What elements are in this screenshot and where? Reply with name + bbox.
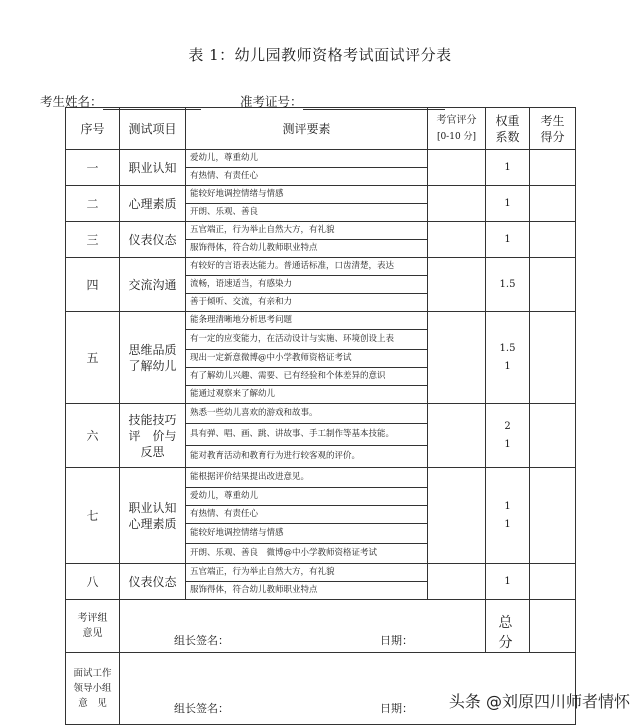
candidate-score-cell[interactable] bbox=[530, 404, 576, 468]
requirement: 有较好的言语表达能力。普通话标准，口齿清楚，表达 bbox=[186, 258, 428, 276]
requirement: 现出一定新意微博@中小学教师资格证考试 bbox=[186, 350, 428, 368]
requirement: 爱幼儿，尊重幼儿 bbox=[186, 150, 428, 168]
weight-value: 1 bbox=[504, 575, 511, 587]
requirement: 具有弹、唱、画、跳、讲故事、手工制作等基本技能。 bbox=[186, 424, 428, 446]
requirement: 流畅，语速适当，有感染力 bbox=[186, 276, 428, 294]
requirement: 有热情、有责任心 bbox=[186, 168, 428, 186]
header-total-score-label: 考生得分 bbox=[540, 113, 565, 144]
test-item: 职业认知 bbox=[120, 150, 186, 186]
header-weight-label: 权重系数 bbox=[495, 113, 520, 144]
candidate-score-cell[interactable] bbox=[530, 312, 576, 404]
test-item: 仪表仪态 bbox=[120, 222, 186, 258]
weight-cell bbox=[486, 186, 530, 222]
section-number: 二 bbox=[66, 186, 120, 222]
weight-value: 1 bbox=[504, 161, 511, 173]
candidate-score-cell[interactable] bbox=[530, 468, 576, 564]
weight-cell bbox=[486, 312, 530, 404]
weight-cell bbox=[486, 150, 530, 186]
requirement: 服饰得体，符合幼儿教师职业特点 bbox=[186, 582, 428, 600]
section-number: 六 bbox=[66, 404, 120, 468]
requirement: 能较好地调控情绪与情感 bbox=[186, 524, 428, 544]
requirement: 善于倾听、交流，有亲和力 bbox=[186, 294, 428, 312]
weight-value: 2 bbox=[504, 420, 511, 432]
examiner-score-cell[interactable] bbox=[428, 186, 486, 222]
candidate-score-cell[interactable] bbox=[530, 150, 576, 186]
table-row bbox=[66, 222, 576, 240]
section-number: 八 bbox=[66, 564, 120, 600]
requirement: 能条理清晰地分析思考问题 bbox=[186, 312, 428, 330]
weight-value: 1.5 bbox=[499, 342, 516, 354]
weight-value: 1.5 bbox=[499, 278, 516, 290]
opinion-label bbox=[66, 600, 120, 653]
requirement: 爱幼儿，尊重幼儿 bbox=[186, 488, 428, 506]
requirement: 能对教育活动和教育行为进行较客观的评价。 bbox=[186, 446, 428, 468]
weight-cell bbox=[486, 222, 530, 258]
test-item: 职业认知心理素质 bbox=[120, 468, 186, 564]
candidate-score-cell[interactable] bbox=[530, 564, 576, 600]
candidate-score-cell[interactable] bbox=[530, 258, 576, 312]
examiner-score-cell[interactable] bbox=[428, 312, 486, 404]
date-label: 日期： bbox=[380, 634, 413, 647]
weight-value: 1 bbox=[504, 360, 511, 372]
table-row bbox=[66, 258, 576, 276]
score-table bbox=[65, 107, 576, 725]
table-row bbox=[66, 150, 576, 168]
examiner-score-cell[interactable] bbox=[428, 564, 486, 600]
test-item: 技能技巧评 价与反思 bbox=[120, 404, 186, 468]
requirement: 有一定的应变能力，在活动设计与实施、环境创设上表 bbox=[186, 330, 428, 350]
header-no: 序号 bbox=[66, 108, 120, 150]
table-row bbox=[66, 564, 576, 582]
candidate-score-cell[interactable] bbox=[530, 222, 576, 258]
date-label: 日期： bbox=[380, 702, 413, 715]
page-title: 表 1：幼儿园教师资格考试面试评分表 bbox=[188, 46, 452, 64]
opinion-signature-area[interactable] bbox=[120, 600, 486, 653]
test-item: 思维品质了解幼儿 bbox=[120, 312, 186, 404]
header-row bbox=[66, 108, 576, 150]
table-row bbox=[66, 186, 576, 204]
examiner-score-cell[interactable] bbox=[428, 404, 486, 468]
examiner-score-cell[interactable] bbox=[428, 468, 486, 564]
requirement: 服饰得体，符合幼儿教师职业特点 bbox=[186, 240, 428, 258]
section-number: 三 bbox=[66, 222, 120, 258]
candidate-score-cell[interactable] bbox=[530, 186, 576, 222]
leader-signature-label: 组长签名： bbox=[174, 702, 229, 715]
weight-cell bbox=[486, 258, 530, 312]
weight-value: 1 bbox=[504, 438, 511, 450]
weight-cell bbox=[486, 404, 530, 468]
header-examiner-score-label: 考官评分 bbox=[436, 114, 477, 126]
examiner-score-cell[interactable] bbox=[428, 150, 486, 186]
total-score-label: 总 分 bbox=[486, 600, 530, 653]
score-table-body bbox=[66, 108, 576, 725]
header-score-range: [0-10 分] bbox=[436, 131, 477, 142]
header-requirements: 测评要素 bbox=[186, 108, 428, 150]
header-total-score bbox=[530, 108, 576, 150]
requirement: 有热情、有责任心 bbox=[186, 506, 428, 524]
opinion-row bbox=[66, 600, 576, 653]
section-number: 四 bbox=[66, 258, 120, 312]
weight-value: 1 bbox=[504, 233, 511, 245]
opinion-label-text: 考评组意见 bbox=[77, 613, 108, 639]
admission-number-label: 准考证号： bbox=[240, 94, 303, 109]
test-item: 心理素质 bbox=[120, 186, 186, 222]
header-weight bbox=[486, 108, 530, 150]
leadership-opinion-text: 面试工作领导小组意 见 bbox=[73, 668, 112, 709]
section-number: 一 bbox=[66, 150, 120, 186]
weight-value: 1 bbox=[504, 500, 511, 512]
requirement: 能较好地调控情绪与情感 bbox=[186, 186, 428, 204]
watermark: 头条 @刘原四川师者情怀 bbox=[448, 692, 630, 711]
candidate-name-label: 考生姓名： bbox=[40, 94, 103, 109]
weight-value: 1 bbox=[504, 197, 511, 209]
weight-value: 1 bbox=[504, 518, 511, 530]
test-item: 交流沟通 bbox=[120, 258, 186, 312]
requirement: 开朗、乐观、善良 微博@中小学教师资格证考试 bbox=[186, 544, 428, 564]
examiner-score-cell[interactable] bbox=[428, 222, 486, 258]
leader-signature-label: 组长签名： bbox=[174, 634, 229, 647]
requirement: 开朗、乐观、善良 bbox=[186, 204, 428, 222]
total-score-cell[interactable] bbox=[530, 600, 576, 653]
requirement: 能根据评价结果提出改进意见。 bbox=[186, 468, 428, 488]
weight-cell bbox=[486, 564, 530, 600]
requirement: 五官端正，行为举止自然大方，有礼貌 bbox=[186, 222, 428, 240]
section-number: 七 bbox=[66, 468, 120, 564]
table-row bbox=[66, 312, 576, 330]
examiner-score-cell[interactable] bbox=[428, 258, 486, 312]
header-examiner-score bbox=[428, 108, 486, 150]
table-row bbox=[66, 468, 576, 488]
requirement: 熟悉一些幼儿喜欢的游戏和故事。 bbox=[186, 404, 428, 424]
section-number: 五 bbox=[66, 312, 120, 404]
weight-cell bbox=[486, 468, 530, 564]
header-item: 测试项目 bbox=[120, 108, 186, 150]
test-item: 仪表仪态 bbox=[120, 564, 186, 600]
requirement: 能通过观察来了解幼儿 bbox=[186, 386, 428, 404]
table-row bbox=[66, 404, 576, 424]
leadership-opinion-label bbox=[66, 653, 120, 725]
requirement: 有了解幼儿兴趣、需要、已有经验和个体差异的意识 bbox=[186, 368, 428, 386]
requirement: 五官端正，行为举止自然大方，有礼貌 bbox=[186, 564, 428, 582]
